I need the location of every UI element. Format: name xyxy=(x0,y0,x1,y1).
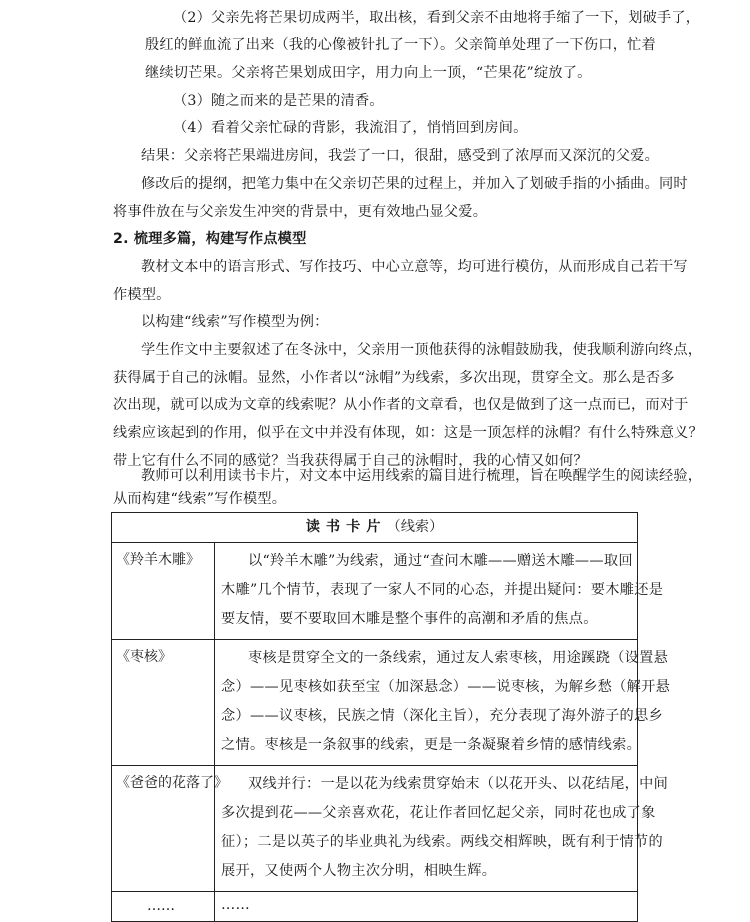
paragraph-line: 教材文本中的语言形式、写作技巧、中心立意等，均可进行模仿，从而形成自己若干写 xyxy=(141,258,688,275)
notes-line: …… xyxy=(221,897,250,913)
card-header xyxy=(112,513,638,543)
book-title: 《枣核》 xyxy=(112,640,215,766)
paragraph-line: 获得属于自己的泳帽。显然，小作者以“泳帽”为线索，多次出现，贯穿全文。那么是否多 xyxy=(113,369,675,386)
reading-card-table xyxy=(111,512,671,922)
notes-line: 以“羚羊木雕”为线索，通过“查问木雕——赠送木雕——取回 xyxy=(248,553,633,569)
card-subtitle: （线索） xyxy=(386,519,444,535)
card-row xyxy=(112,640,638,766)
paragraph-line: （4）看着父亲忙碌的背影，我流泪了，悄悄回到房间。 xyxy=(173,120,528,137)
paragraph-line: 作模型。 xyxy=(113,286,171,303)
section-heading: 2. 梳理多篇，构建写作点模型 xyxy=(113,231,307,248)
card-row xyxy=(112,766,638,892)
paragraph-line: 从而构建“线索”写作模型。 xyxy=(113,491,287,507)
paragraph-line: 线索应该起到的作用，似乎在文中并没有体现，如：这是一顶怎样的泳帽？有什么特殊意义？ xyxy=(113,425,703,442)
notes-line: 征）；二是以英子的毕业典礼为线索。两线交相辉映，既有利于情节的 xyxy=(221,834,664,850)
paragraph-line: 次出现，就可以成为文章的线索呢？从小作者的文章看，也仅是做到了这一点而已，而对于 xyxy=(113,397,689,414)
book-title: 《爸爸的花落了》 xyxy=(112,766,215,892)
notes-line: 念）——见枣核如获至宝（加深悬念）——说枣核，为解乡愁（解开悬 xyxy=(221,679,671,695)
book-notes xyxy=(215,766,669,892)
book-title: …… xyxy=(112,892,215,922)
paragraph-line: 继续切芒果。父亲将芒果划成田字，用力向上一顶，“芒果花”绽放了。 xyxy=(145,65,592,82)
notes-line: 枣核是贯穿全文的一条线索，通过友人索枣核，用途蹊跷（设置悬 xyxy=(248,650,669,666)
paragraph-line: 学生作文中主要叙述了在冬泳中，父亲用一顶他获得的泳帽鼓励我，使我顺利游向终点， xyxy=(141,341,703,358)
book-notes xyxy=(215,543,664,640)
paragraph-line: 以构建“线索”写作模型为例： xyxy=(141,314,329,331)
book-notes xyxy=(215,640,671,766)
notes-line: 多次提到花——父亲喜欢花，花让作者回忆起父亲，同时花也成了象 xyxy=(221,805,656,821)
notes-line: 要友情，要不要取回木雕是整个事件的高潮和矛盾的焦点。 xyxy=(221,611,598,627)
book-notes xyxy=(215,892,638,922)
paragraph-line: 将事件放在与父亲发生冲突的背景中，更有效地凸显父爱。 xyxy=(113,203,488,220)
paragraph-line: （2）父亲先将芒果切成两半，取出核，看到父亲不由地将手缩了一下，划破手了， xyxy=(173,9,701,26)
paragraph-line: 带上它有什么不同的感觉？当我获得属于自己的泳帽时，我的心情又如何？ xyxy=(113,452,588,469)
paragraph-line: 结果：父亲将芒果端进房间，我尝了一口，很甜，感受到了浓厚而又深沉的父爱。 xyxy=(141,148,659,165)
notes-line: 双线并行：一是以花为线索贯穿始末（以花开头、以花结尾，中间 xyxy=(248,776,669,792)
book-title: 《羚羊木雕》 xyxy=(112,543,215,640)
card-title: 读书卡片 xyxy=(305,519,387,535)
card-row xyxy=(112,892,638,922)
notes-line: 展开，又使两个人物主次分明，相映生辉。 xyxy=(221,863,497,879)
notes-line: 之情。枣核是一条叙事的线索，更是一条凝聚着乡情的感情线索。 xyxy=(221,737,642,753)
paragraph-line: （3）随之而来的是芒果的清香。 xyxy=(173,92,384,109)
paragraph-line: 殷红的鲜血流了出来（我的心像被针扎了一下）。父亲简单处理了一下伤口，忙着 xyxy=(145,37,656,54)
paragraph-line: 修改后的提纲，把笔力集中在父亲切芒果的过程上，并加入了划破手指的小插曲。同时 xyxy=(141,175,688,192)
card-row xyxy=(112,543,638,640)
paragraph-line: 教师可以利用读书卡片，对文本中运用线索的篇目进行梳理，旨在唤醒学生的阅读经验， xyxy=(141,468,703,484)
notes-line: 念）——议枣核，民族之情（深化主旨），充分表现了海外游子的思乡 xyxy=(221,708,664,724)
notes-line: 木雕”几个情节，表现了一家人不同的心态，并提出疑问：要木雕还是 xyxy=(221,582,664,598)
